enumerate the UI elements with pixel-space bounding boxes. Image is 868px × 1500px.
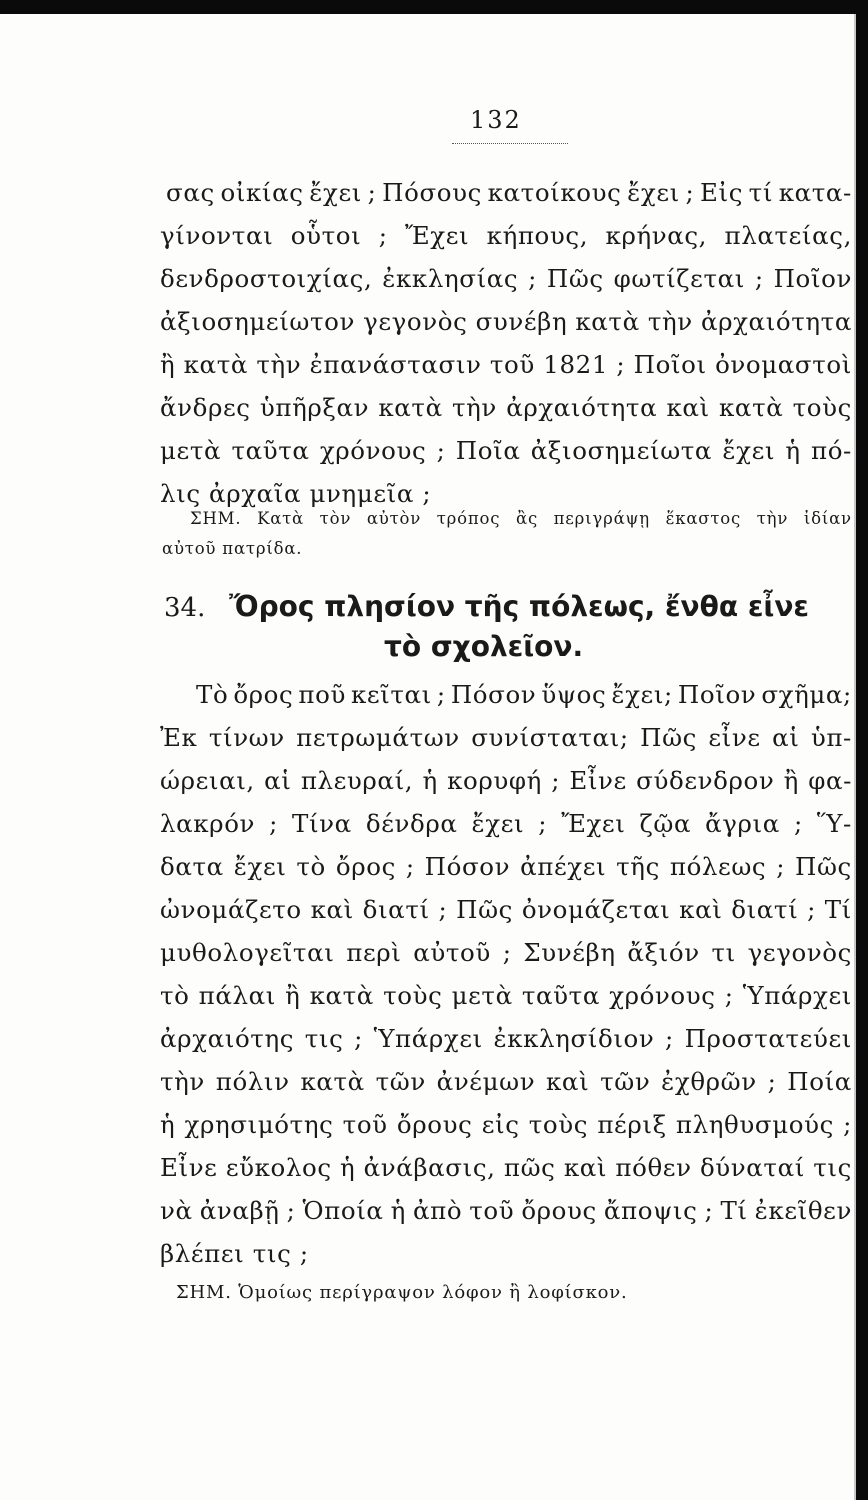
text-line: νὰ ἀναβῇ ; Ὁποία ἡ ἀπὸ τοῦ ὄρους ἄποψις ; Τί ἐκεῖθεν bbox=[160, 1196, 852, 1225]
text-line: σας οἰκίας ἔχει ; Πόσους κατοίκους ἔχει ; Εἰς τί κατα- bbox=[166, 178, 852, 207]
text-line: τὸ πάλαι ἢ κατὰ τοὺς μετὰ ταῦτα χρόνους ; Ὑπάρχει bbox=[160, 981, 852, 1010]
scan-top-border bbox=[0, 0, 868, 14]
text-line: δατα ἔχει τὸ ὄρος ; Πόσον ἀπέχει τῆς πόλεως ; Πῶς bbox=[160, 852, 852, 881]
section-title: Ὄρος πλησίον τῆς πόλεως, ἔνθα εἶνε bbox=[229, 590, 809, 623]
text-line: ὠνομάζετο καὶ διατί ; Πῶς ὀνομάζεται καὶ διατί ; Τί bbox=[160, 895, 852, 924]
text-line: μετὰ ταῦτα χρόνους ; Ποῖα ἀξιοσημείωτα ἔχει ἡ πό- bbox=[160, 436, 852, 465]
text-line: ἀρχαιότης τις ; Ὑπάρχει ἐκκλησίδιον ; Προστατεύει bbox=[160, 1024, 852, 1053]
page-number-rule bbox=[452, 143, 568, 144]
text-line: λακρόν ; Τίνα δένδρα ἔχει ; Ἔχει ζῷα ἄγρια ; Ὕ- bbox=[160, 809, 852, 838]
text-line: ἡ χρησιμότης τοῦ ὄρους εἰς τοὺς πέριξ πληθυσμούς ; bbox=[160, 1110, 852, 1139]
section-number: 34. bbox=[164, 593, 206, 623]
section-heading-continued: τὸ σχολεῖον. bbox=[384, 630, 584, 663]
scan-right-border bbox=[856, 0, 868, 1500]
text-line: γίνονται οὗτοι ; Ἔχει κήπους, κρήνας, πλατείας, bbox=[160, 221, 852, 250]
text-line: τὴν πόλιν κατὰ τῶν ἀνέμων καὶ τῶν ἐχθρῶν ; Ποία bbox=[160, 1067, 852, 1096]
text-line: δενδροστοιχίας, ἐκκλησίας ; Πῶς φωτίζεται ; Ποῖον bbox=[160, 264, 852, 293]
text-line: λις ἀρχαῖα μνημεῖα ; bbox=[160, 479, 432, 508]
text-line: Ἐκ τίνων πετρωμάτων συνίσταται; Πῶς εἶνε αἱ ὑπ- bbox=[160, 723, 852, 752]
note-line: αὐτοῦ πατρίδα. bbox=[162, 539, 303, 558]
text-line: ἄνδρες ὑπῆρξαν κατὰ τὴν ἀρχαιότητα καὶ κατὰ τοὺς bbox=[160, 393, 852, 422]
note-line: ΣΗΜ. Κατὰ τὸν αὐτὸν τρόπος ἂς περιγράψῃ ἕκαστος τὴν ἰδίαν bbox=[190, 509, 852, 528]
text-line: ώρειαι, αἱ πλευραί, ἡ κορυφή ; Εἶνε σύδενδρον ἢ φα- bbox=[160, 766, 852, 795]
section-heading bbox=[164, 590, 809, 625]
note-line: ΣΗΜ. Ὁμοίως περίγραψον λόφον ἢ λοφίσκον. bbox=[176, 1282, 628, 1303]
text-line: ἀξιοσημείωτον γεγονὸς συνέβη κατὰ τὴν ἀρχαιότητα bbox=[160, 307, 852, 336]
text-line: μυθολογεῖται περὶ αὐτοῦ ; Συνέβη ἄξιόν τι γεγονὸς bbox=[160, 938, 852, 967]
text-line: ἢ κατὰ τὴν ἐπανάστασιν τοῦ 1821 ; Ποῖοι ὀνομαστοὶ bbox=[160, 350, 852, 379]
page-number: 132 bbox=[470, 106, 522, 134]
text-line: Τὸ ὄρος ποῦ κεῖται ; Πόσον ὕψος ἔχει; Ποῖον σχῆμα; bbox=[196, 680, 852, 709]
text-line: Εἶνε εὔκολος ἡ ἀνάβασις, πῶς καὶ πόθεν δύναταί τις bbox=[160, 1153, 852, 1182]
text-line: βλέπει τις ; bbox=[160, 1239, 309, 1268]
